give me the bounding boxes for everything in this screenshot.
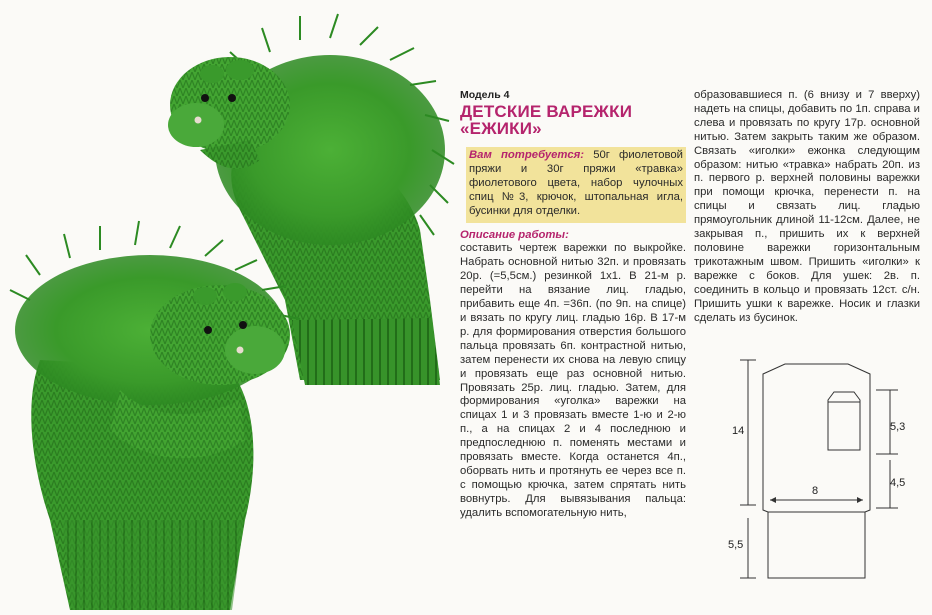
model-number: Модель 4 — [460, 89, 510, 101]
dim-gap-label: 4,5 — [890, 477, 906, 489]
front-mitten — [10, 221, 300, 610]
materials-box — [466, 147, 686, 223]
materials-text: 50г фиолетовой пряжи и 30г пряжи «травка» фиолетового цвета, набор чулочных спиц №3, крючок, штопальная игла, бусинки для отделки. — [469, 149, 683, 217]
dim-cuff-label: 5,5 — [728, 539, 744, 551]
dim-width-label: 8 — [812, 485, 819, 497]
mitten-outline — [763, 364, 870, 578]
thumb-outline — [828, 392, 860, 450]
description-text-part2: образовавшиеся п. (6 внизу и 7 вверху) надеть на спицы, добавить по 1п. справа и слева и провязать по кругу 17р. основной нитью. Затем закрыть таким же образом. Связать «иголки» ежонка следующим образом: нитью «травка» набрать 20п. из п. первого р. верхней половины варежки при помощи крючка, перенести п. на спицы и связать лиц. гладью прямоугольник длиной 11-12см. Далее, не закрывая п., пришить их к верхней половине варежки горизонтальным трикотажным швом. Пришить «иголки» к варежке с боков. Для ушек: 2в. п. соединить в кольцо и провязать 12ст. с/н. Пришить ушки к варежке. Носик и глазки сделать из бусинок. — [694, 89, 920, 324]
article-title — [460, 103, 686, 137]
dim-height-label: 14 — [732, 425, 745, 437]
text-column-left — [460, 89, 686, 521]
title-line-1: ДЕТСКИЕ ВАРЕЖКИ — [460, 102, 633, 121]
mittens-illustration — [0, 0, 455, 610]
description-text-part1: составить чертеж варежки по выкройке. Набрать основной нитью 32п. и провязать 20р. (=5,5см.) резинкой 1х1. В 21-м р. перейти на вязание лиц. гладью, прибавить еще 4п. =36п. (по 9п. на спице) и вязать по кругу лиц. гладью 16р. В 17-м р. для формирования отверстия большого пальца провязать 6п. контрастной нитью, затем перенести их снова на левую спицу и провязать еще раз основной нитью. Провязать 25р. лиц. гладью. Затем, для формирования «уголка» варежки на спицах 1 и 3 провязать вместе 1-ю и 2-ю п., а на спицах 2 и 4 последнюю и предпоследнюю п. поменять местами и провязать вместе. Когда останется 4п., оборвать нить и протянуть ее через все п. с помощью крючка, затем спрятать нить вовнутрь. Для вывязывания пальца: удалить вспомогательную нить, — [460, 242, 686, 519]
hedgehog-mittens-photo — [0, 0, 455, 610]
dim-thumb-label: 5,3 — [890, 421, 906, 433]
materials-label: Вам потребуется: — [469, 149, 585, 161]
description-label: Описание работы: — [460, 228, 569, 241]
text-column-right — [694, 89, 920, 325]
eye-icon — [201, 94, 209, 102]
title-line-2: «ЕЖИКИ» — [460, 119, 542, 138]
mitten-pattern-diagram — [700, 350, 932, 610]
